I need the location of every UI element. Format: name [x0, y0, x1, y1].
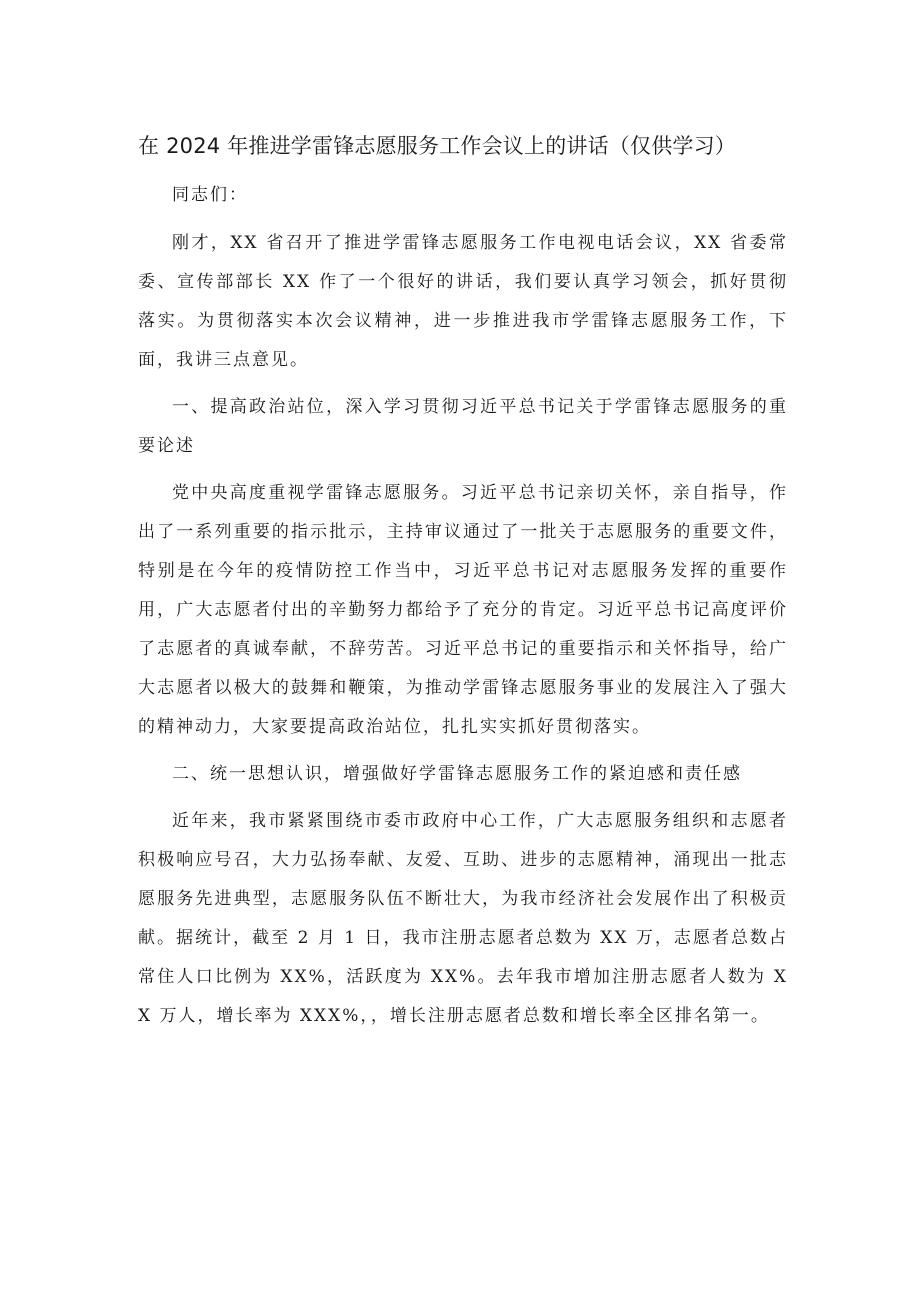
- section-heading-two: 二、统一思想认识，增强做好学雷锋志愿服务工作的紧迫感和责任感: [172, 764, 742, 784]
- intro-paragraph: 刚才，XX 省召开了推进学雷锋志愿服务工作电视电话会议，XX 省委常委、宣传部部长 XX 作了一个很好的讲话，我们要认真学习领会，抓好贯彻落实。为贯彻落实本次会议精神，进一步推进我市学雷锋志愿服务工作，下面，我讲三点意见。: [138, 233, 788, 370]
- document-title: 在 2024 年推进学雷锋志愿服务工作会议上的讲话（仅供学习）: [138, 134, 736, 158]
- greeting-paragraph: 同志们：: [172, 185, 248, 205]
- document-body: [138, 176, 788, 1044]
- section-two-paragraph: 近年来，我市紧紧围绕市委市政府中心工作，广大志愿服务组织和志愿者积极响应号召，大力弘扬奉献、友爱、互助、进步的志愿精神，涌现出一批志愿服务先进典型，志愿服务队伍不断壮大，为我市经济社会发展作出了积极贡献。据统计，截至 2 月 1 日，我市注册志愿者总数为 XX 万，志愿者总数占常住人口比例为 XX%，活跃度为 XX%。去年我市增加注册志愿者人数为 XX 万人，增长率为 XXX%，，增长注册志愿者总数和增长率全区排名第一。: [138, 811, 788, 1026]
- section-one-paragraph: 党中央高度重视学雷锋志愿服务。习近平总书记亲切关怀，亲自指导，作出了一系列重要的指示批示，主持审议通过了一批关于志愿服务的重要文件，特别是在今年的疫情防控工作当中，习近平总书记对志愿服务发挥的重要作用，广大志愿者付出的辛勤努力都给予了充分的肯定。习近平总书记高度评价了志愿者的真诚奉献，不辞劳苦。习近平总书记的重要指示和关怀指导，给广大志愿者以极大的鼓舞和鞭策，为推动学雷锋志愿服务事业的发展注入了强大的精神动力，大家要提高政治站位，扎扎实实抓好贯彻落实。: [138, 483, 788, 737]
- section-heading-one: 一、提高政治站位，深入学习贯彻习近平总书记关于学雷锋志愿服务的重要论述: [138, 397, 788, 456]
